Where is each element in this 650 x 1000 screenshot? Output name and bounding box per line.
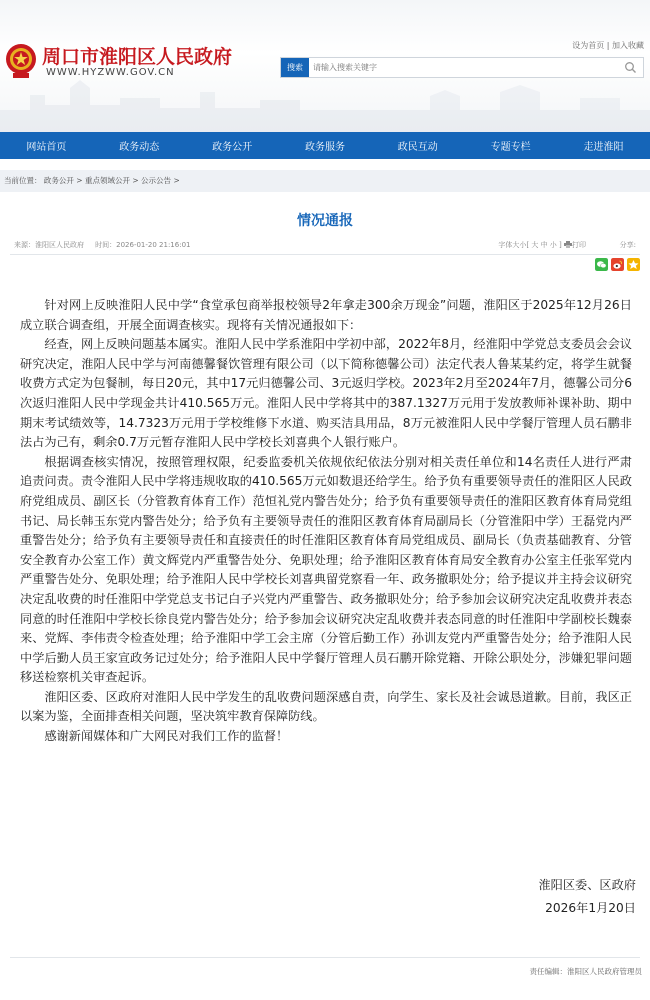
breadcrumb-label: 当前位置： (4, 176, 42, 185)
set-homepage-link[interactable]: 设为首页 (572, 41, 605, 50)
breadcrumb-sep: > (173, 176, 180, 185)
site-title[interactable]: 周口市淮阳区人民政府 (42, 46, 233, 68)
breadcrumb (0, 170, 650, 192)
article-meta (14, 240, 636, 252)
nav-services[interactable]: 政务服务 (304, 142, 345, 153)
editor-info (530, 966, 643, 977)
printer-icon[interactable] (564, 241, 572, 248)
top-links (572, 40, 644, 51)
breadcrumb-sep: > (76, 176, 83, 185)
nav-interaction[interactable]: 政民互动 (397, 142, 438, 153)
font-size-small[interactable]: 小 (549, 241, 557, 249)
weibo-icon[interactable] (611, 258, 624, 271)
editor-divider (10, 957, 640, 958)
nav-news[interactable]: 政务动态 (119, 142, 160, 153)
signature-date: 2026年1月20日 (545, 901, 636, 915)
font-size-large[interactable]: 大 (531, 241, 539, 249)
share-label: 分享: (619, 241, 636, 249)
article-paragraph: 针对网上反映淮阳人民中学“食堂承包商举报校领导2年拿走300余万现金”问题，淮阳区于2025年12月26日成立联合调查组，开展全面调查核实。现将有关情况通报如下： (20, 298, 632, 332)
search-button[interactable]: 搜索 (281, 58, 309, 77)
add-favorite-link[interactable]: 加入收藏 (612, 41, 644, 50)
wechat-icon[interactable] (595, 258, 608, 271)
editor-name: 淮阳区人民政府管理员 (567, 967, 642, 976)
breadcrumb-item-key-areas[interactable]: 重点领域公开 (84, 176, 130, 185)
signature: 淮阳区委、区政府 (538, 878, 636, 892)
qzone-icon[interactable] (627, 258, 640, 271)
source-value: 淮阳区人民政府 (35, 241, 84, 249)
article-paragraph: 淮阳区委、区政府对淮阳人民中学发生的乱收费问题深感自责，向学生、家长及社会诚恳道歉。目前，我区正以案为鉴，全面排查相关问题，坚决筑牢教育保障防线。 (20, 689, 632, 724)
search-input[interactable] (313, 58, 613, 77)
breadcrumb-item-disclosure[interactable]: 政务公开 (43, 176, 74, 185)
top-links-sep: | (606, 41, 610, 50)
article-title: 情况通报 (297, 213, 353, 229)
breadcrumb-item-notices[interactable]: 公示公告 (141, 176, 172, 185)
article-paragraph: 根据调查核实情况，按照管理权限，纪委监委机关依规依纪依法分别对相关责任单位和14名责任人进行严肃追责问责。责令淮阳人民中学将违规收取的410.565万元如数退还给学生。给予负有重要领导责任的淮阳区人民政府党组成员、副区长（分管教育体育工作）范恒礼党内警告处分；给予负有重要领导责任的淮阳区教育体育局党组书记、局长韩玉东党内警告处分；给予负有主要领导责任的淮阳区教育体育局副局长（分管淮阳中学）王磊党内严重警告处分；给予负有主要领导责任和直接责任的时任淮阳区教育体育局党组成员、副局长（负责基础教育、分管安全教育办公室工作）黄文辉党内严重警告处分、免职处理；给予淮阳区教育体育局安全教育办公室主任张军党内严重警告处分、免职处理；给予淮阳人民中学校长刘喜典留党察看一年、政务撤职处分；给予提议并主持会议研究决定乱收费的时任淮阳中学党总支书记白子兴党内严重警告、政务撤职处分；给予参加会议研究决定乱收费并表态同意的时任淮阳中学校长徐良党内警告处分；给予参加会议研究决定乱收费并表态同意的时任淮阳中学副校长魏泰来、党辉、李伟责令检查处理；给予淮阳中学工会主席（分管后勤工作）孙训友党内严重警告处分；给予淮阳人民中学后勤人员王家宣政务记过处分；给予淮阳人民中学餐厅管理人员石鹏开除党籍、开除公职处分，涉嫌犯罪问题移送检察机关审查起诉。 (20, 454, 632, 685)
editor-label: 责任编辑： (529, 967, 567, 976)
share-icons (595, 258, 640, 271)
meta-divider (10, 254, 640, 255)
article-paragraph: 感谢新闻媒体和广大网民对我们工作的监督！ (44, 729, 289, 744)
search-box (280, 57, 644, 78)
font-size-medium[interactable]: 中 (540, 241, 548, 249)
nav-home[interactable]: 网站首页 (26, 142, 67, 153)
time-value: 2026-01-20 21:16:01 (116, 241, 191, 249)
font-size-controls (498, 240, 586, 250)
article-paragraph: 经查，网上反映问题基本属实。淮阳人民中学系淮阳中学初中部，2022年8月，经淮阳中学党总支委员会会议研究决定，淮阳人民中学与河南德馨餐饮管理有限公司（以下简称德馨公司）法定代表人鲁某某约定，将学生就餐收费方式定为包餐制，每日20元，其中17元归德馨公司、3元返归学校。2023年2月至2024年7月，德馨公司分6次返归淮阳人民中学现金共计410.565万元。淮阳人民中学将其中的387.1327万元用于发放教师补课补助、期中期末考试绩效等，14.7323万元用于学校维修下水道、购买洁具用品，8万元被淮阳人民中学餐厅管理人员石鹏非法占为己有，剩余0.7万元暂存淮阳人民中学校长刘喜典个人银行账户。 (20, 337, 632, 450)
nav-topics[interactable]: 专题专栏 (490, 142, 531, 153)
print-button[interactable]: 打印 (572, 241, 586, 249)
nav-disclosure[interactable]: 政务公开 (212, 142, 253, 153)
nav-about[interactable]: 走进淮阳 (583, 142, 624, 153)
main-nav (0, 132, 650, 159)
font-size-label: 字体大小[ (498, 241, 530, 249)
source-label: 来源： (14, 241, 35, 249)
font-size-end: ] (559, 241, 562, 249)
emblem-icon[interactable] (4, 40, 38, 80)
breadcrumb-sep: > (132, 176, 139, 185)
site-header (0, 0, 650, 132)
article-body (20, 296, 632, 747)
search-icon[interactable] (624, 61, 637, 74)
time-label: 时间： (95, 241, 117, 249)
site-url: WWW.HYZWW.GOV.CN (46, 67, 175, 78)
